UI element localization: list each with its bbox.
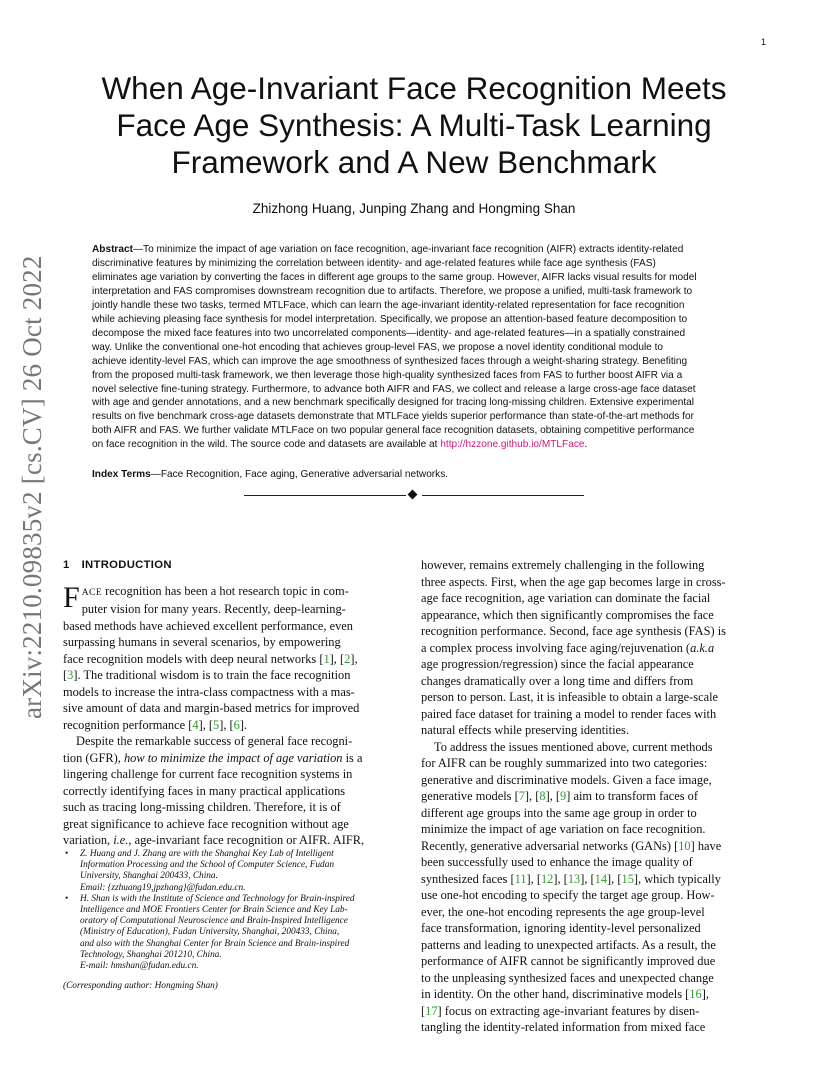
- divider-diamond-icon: [408, 490, 418, 500]
- intro-paragraph-2: Despite the remarkable success of general face recogni- tion (GFR), how to minimize the impact of age variation is a lingering challenge for current face recognition systems in correctly identifying faces in many practical applications such as tracing long-missing children. Therefore, it is of great significance to achieve face recognition without age variation, i.e., age-invariant face recognition or AIFR. AIFR,: [63, 734, 365, 847]
- corresponding-author: (Corresponding author: Hongming Shan): [63, 981, 218, 992]
- intro-paragraph-4: To address the issues mentioned above, current methods for AIFR can be roughly summarized into two categories: generative and discriminative models. Given a face image, generative models [7], [8], [9] aim to transform faces of different age groups into the same age group in order to minimize the impact of age variation on face recognition. Recently, generative adversarial networks (GANs) [10] have been successfully used to enhance the image quality of synthesized faces [11], [12], [13], [14], [15], which typically use one-hot encoding to specify the target age group. How- ever, the one-hot encoding represents the age group-level face transformation, ignoring identity-level personalized patterns and leading to unexpected artifacts. As a result, the performance of AIFR cannot be significantly improved due to the unpleasing synthesized faces and unexpected change in identity. On the other hand, discriminative models [16], [17] focus on extracting age-invariant features by disen- tangling the identity-related information from mixed face: [421, 739, 722, 1034]
- right-column: [421, 557, 766, 1036]
- abstract: Abstract—To minimize the impact of age variation on face recognition, age-invariant face recognition (AIFR) extracts identity-related discriminative features by minimizing the correlation between identity- and age-related features while face age synthesis (FAS) eliminates age variation by converting the faces in different age groups to the same group. However, AIFR lacks visual results for model interpretation and FAS compromises downstream recognition due to artifacts. Therefore, we propose a unified, multi-task framework to jointly handle these two tasks, termed MTLFace, which can learn the age-invariant identity-related representation for face recognition while achieving pleasing face synthesis for model interpretation. Specifically, we propose an attention-based feature decomposition to decompose the mixed face features into two uncorrelated components—identity- and age-related features—in a spatially constrained way. Unlike the conventional one-hot encoding that achieves group-level FAS, we propose a novel identity conditional module to achieve identity-level FAS, which can improve the age smoothness of synthesized faces through a weight-sharing strategy. Benefiting from the proposed multi-task framework, we then leverage those high-quality synthesized faces from FAS to further boost AIFR via a novel selective fine-tuning strategy. Furthermore, to advance both AIFR and FAS, we collect and release a large cross-age face dataset with age and gender annotations, and a new benchmark specifically designed for tracing long-missing children. Extensive experimental results on five benchmark cross-age datasets demonstrate that MTLFace yields superior performance than state-of-the-art methods for both AIFR and FAS. We further validate MTLFace on two popular general face recognition datasets, obtaining competitive performance on face recognition in the wild. The source code and datasets are available at http://hzzone.github.io/MTLFace.: [92, 244, 697, 451]
- section-divider: [244, 495, 584, 497]
- section-heading: 1 INTRODUCTION: [63, 559, 172, 571]
- intro-paragraph-3: however, remains extremely challenging in the following three aspects. First, when the age gap becomes large in cross- age face recognition, age variation can dominate the facial appearance, which then significantly compromises the face recognition performance. Second, face age synthesis (FAS) is a complex process involving face aging/rejuvenation (a.k.a age progression/regression) since the facial appearance changes dramatically over a long time and differs from person to person. Last, it is infeasible to obtain a large-scale paired face dataset for training a model to render faces with natural effects while preserving identities.: [421, 558, 726, 737]
- arxiv-stamp: arXiv:2210.09835v2 [cs.CV] 26 Oct 2022: [17, 255, 47, 719]
- divider-line: [422, 495, 584, 496]
- index-terms-label: Index Terms: [92, 469, 151, 480]
- footnotes: [63, 849, 408, 992]
- author-list: Zhizhong Huang, Junping Zhang and Hongming Shan: [252, 201, 576, 216]
- paper-title: [60, 70, 768, 181]
- title-line: Face Age Synthesis: A Multi-Task Learning: [116, 107, 712, 143]
- bullet-icon: •: [65, 849, 69, 859]
- title-line: When Age-Invariant Face Recognition Meets: [101, 70, 727, 106]
- index-terms: Index Terms—Face Recognition, Face aging, Generative adversarial networks.: [92, 469, 449, 480]
- left-column: [63, 557, 408, 849]
- bullet-icon: •: [65, 893, 69, 904]
- footnote-affiliation-1: • Z. Huang and J. Zhang are with the Shanghai Key Lab of Intelligent Information Processing and the School of Computer Science, Fudan University, Shanghai 200433, China. Email: {zzhuang19,jpzhang}@fudan.edu.cn.: [65, 849, 334, 893]
- divider-line: [244, 495, 406, 496]
- code-link[interactable]: http://hzzone.github.io/MTLFace: [440, 439, 585, 451]
- drop-cap: F: [63, 580, 80, 614]
- abstract-label: Abstract: [92, 244, 133, 255]
- title-line: Framework and A New Benchmark: [171, 144, 657, 180]
- footnote-affiliation-2: • H. Shan is with the Institute of Science and Technology for Brain-inspired Intelligence and MOE Frontiers Center for Brain Science and Key Lab- oratory of Computational Neuroscience and Brain-Inspired Intelligence (Ministry of Education), Fudan University, Shanghai, 200433, China, and also with the Shanghai Center for Brain Science and Brain-inspired Technology, Shanghai 201210, China. E-mail: hmshan@fudan.edu.cn.: [65, 893, 355, 972]
- page-number: 1: [760, 37, 766, 47]
- intro-paragraph-1: FACE recognition has been a hot research topic in com- puter vision for many years. Recently, deep-learning- based methods have achieved excellent performance, even surpassing humans in several scenarios, by empowering face recognition models with deep neural networks [1], [2], [3]. The traditional wisdom is to train the face recognition models to increase the intra-class compactness with a mas- sive amount of data and margin-based metrics for improved recognition performance [4], [5], [6].: [63, 580, 360, 732]
